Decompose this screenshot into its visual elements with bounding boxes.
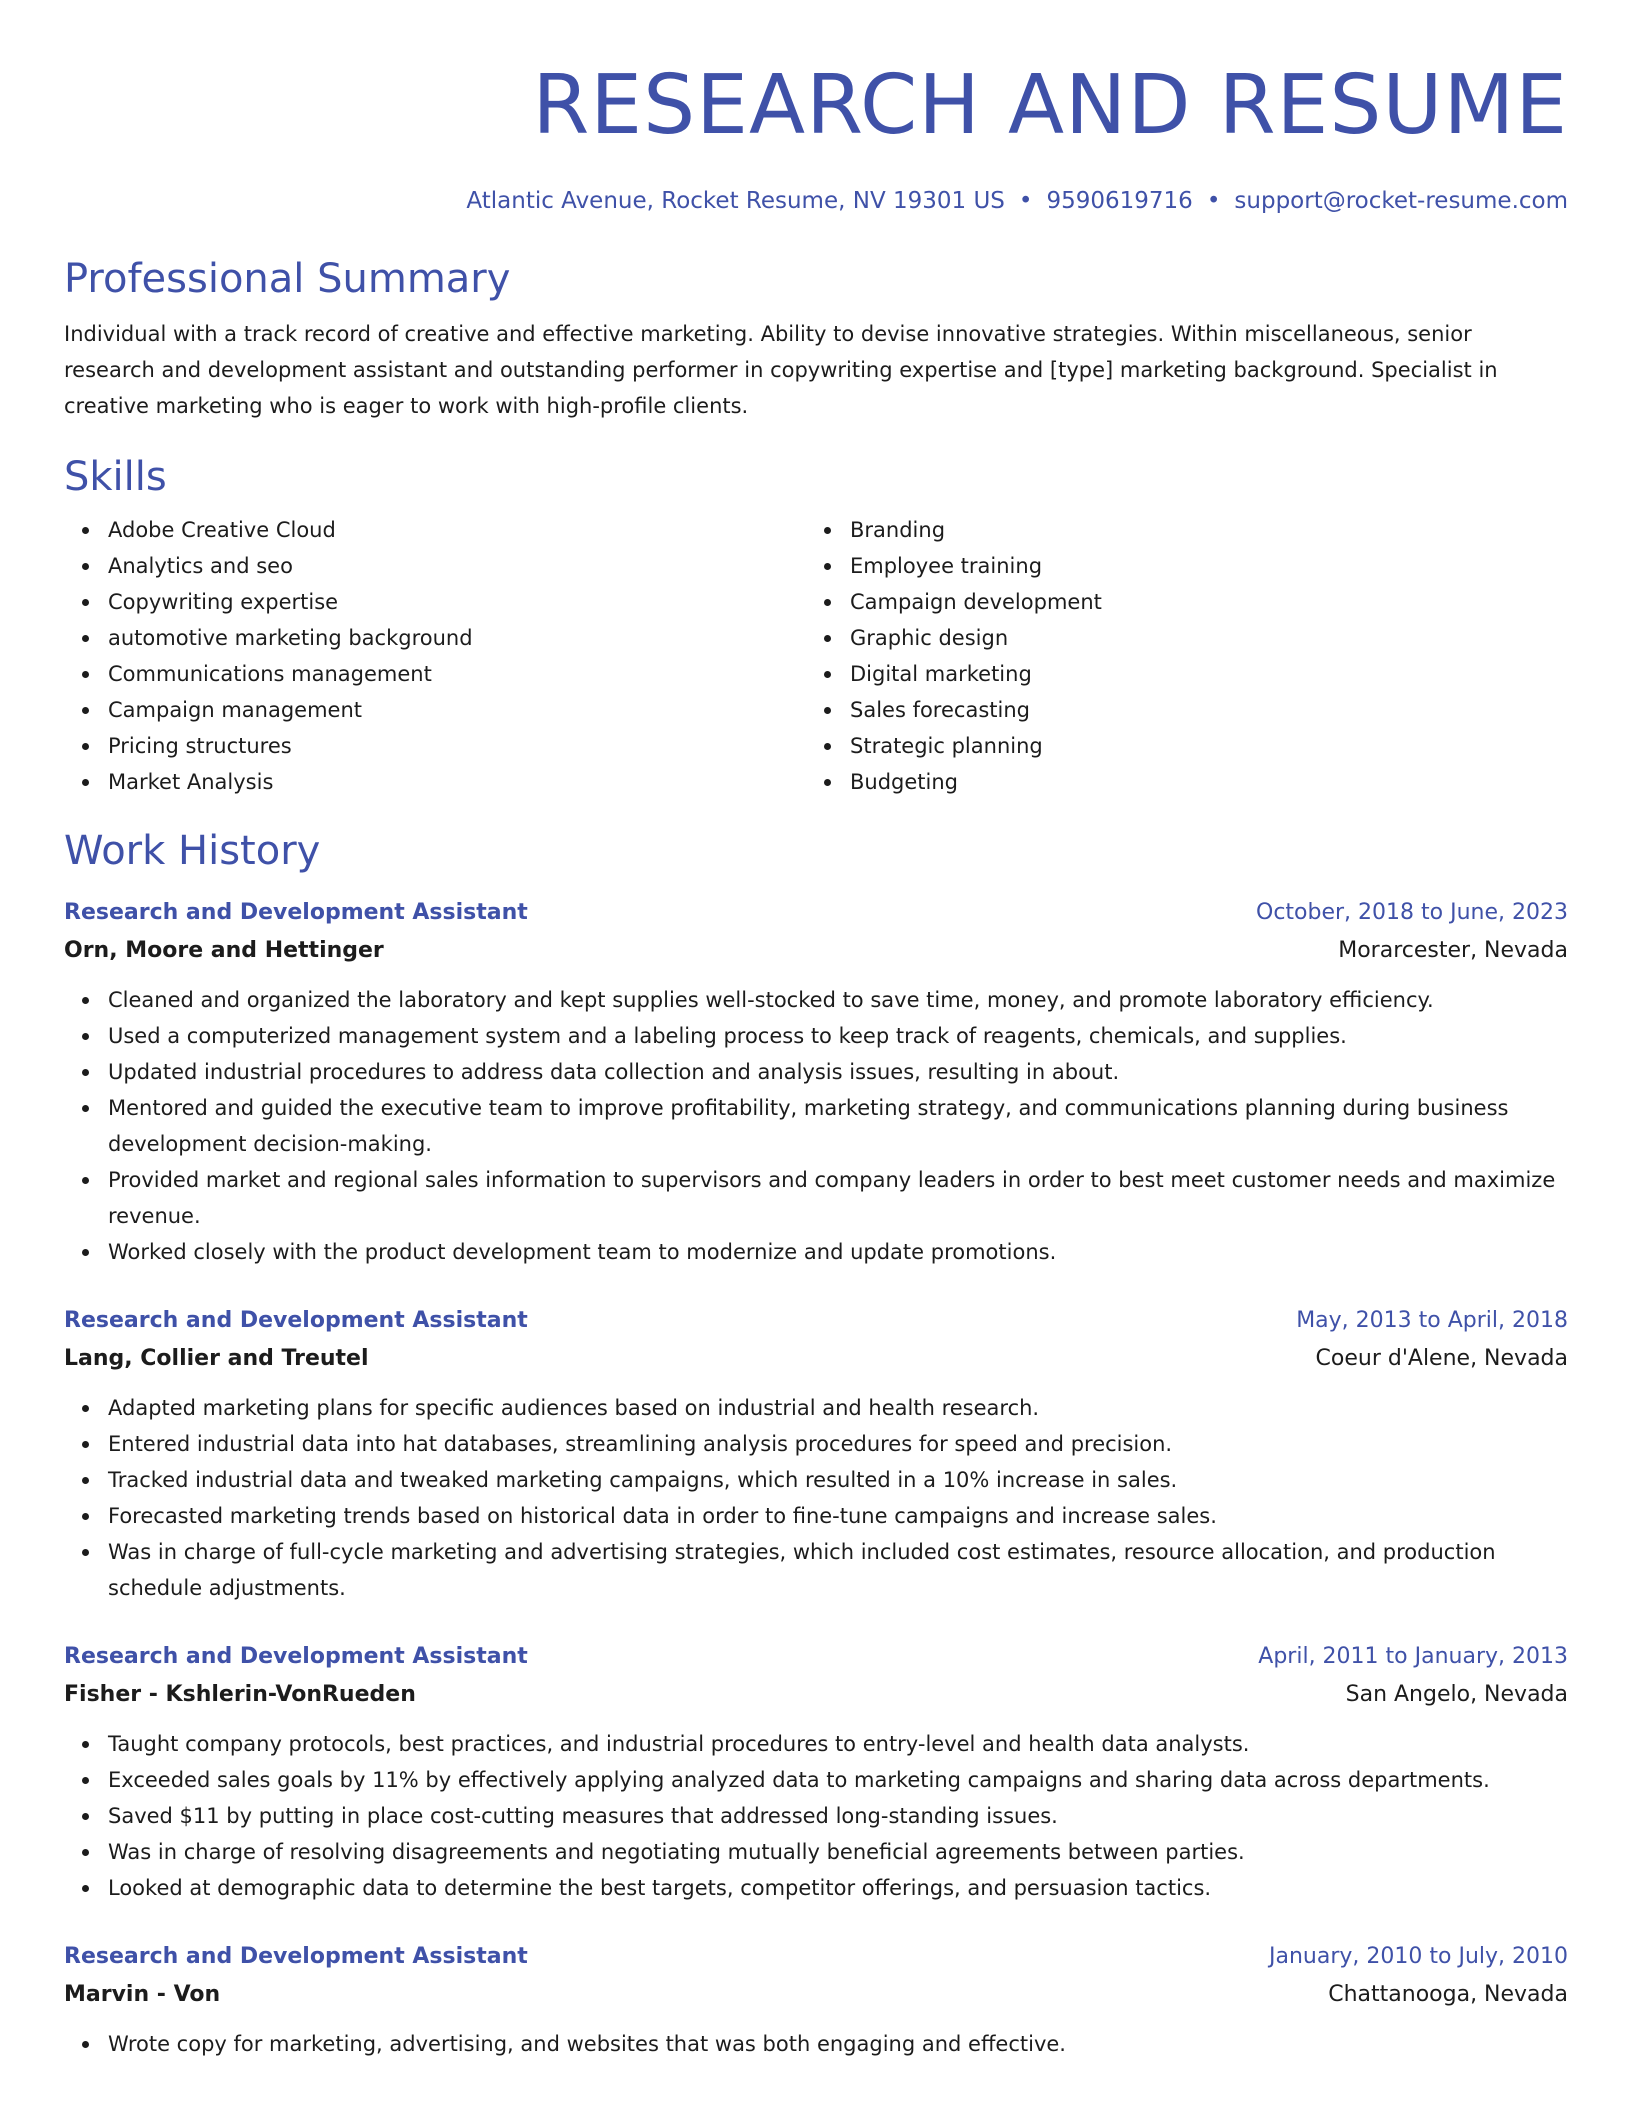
job-bullets [64,2026,1568,2062]
job-bullet: Provided market and regional sales information to supervisors and company leaders in order to best meet customer needs and maximize revenue. [108,1162,1568,1234]
job-dates: January, 2010 to July, 2010 [1269,1944,1568,1969]
job-entry [64,894,1568,1270]
skill-item: Digital marketing [850,656,1548,692]
job-company-row [64,1676,1568,1714]
job-company: Fisher - Kshlerin-VonRueden [64,1682,416,1707]
skill-item: Pricing structures [108,728,806,764]
job-role: Research and Development Assistant [64,900,528,925]
skills-list [64,512,1568,800]
job-company: Lang, Collier and Treutel [64,1346,369,1371]
skills-section-title: Skills [64,454,167,500]
job-entry [64,1638,1568,1906]
resume-name-heading: RESEARCH AND RESUME [532,58,1568,153]
job-dates: October, 2018 to June, 2023 [1256,900,1568,925]
job-dates: April, 2011 to January, 2013 [1258,1644,1568,1669]
summary-text: Individual with a track record of creative and effective marketing. Ability to devise innovative strategies. Within miscellaneous, senior research and development assistant and outstanding performer in copywriting expertise and [type] marketing background. Specialist in creative marketing who is eager to work with high-profile clients. [64,322,1498,418]
skills-column-left [64,512,806,800]
job-bullet: Updated industrial procedures to address data collection and analysis issues, resulting in about. [108,1054,1568,1090]
job-bullet: Adapted marketing plans for specific audiences based on industrial and health research. [108,1390,1568,1426]
job-company: Marvin - Von [64,1982,221,2007]
job-location: San Angelo, Nevada [1345,1682,1568,1707]
contact-phone: 9590619716 [1046,188,1193,214]
job-bullet: Used a computerized management system and a labeling process to keep track of reagents, chemicals, and supplies. [108,1018,1568,1054]
job-bullets [64,1390,1568,1606]
job-bullet: Saved $11 by putting in place cost-cutting measures that addressed long-standing issues. [108,1798,1568,1834]
job-dates: May, 2013 to April, 2018 [1296,1308,1568,1333]
skill-item: Sales forecasting [850,692,1548,728]
skill-item: Campaign development [850,584,1548,620]
job-bullet: Wrote copy for marketing, advertising, and websites that was both engaging and effective. [108,2026,1568,2062]
skill-item: Adobe Creative Cloud [108,512,806,548]
skill-item: automotive marketing background [108,620,806,656]
contact-separator: • [1018,188,1033,214]
job-bullet: Exceeded sales goals by 11% by effectively applying analyzed data to marketing campaigns and sharing data across departments. [108,1762,1568,1798]
skill-item: Campaign management [108,692,806,728]
job-bullet: Was in charge of full-cycle marketing and advertising strategies, which included cost estimates, resource allocation, and production schedule adjustments. [108,1534,1568,1606]
skill-item: Branding [850,512,1548,548]
skill-item: Market Analysis [108,764,806,800]
job-bullet: Taught company protocols, best practices, and industrial procedures to entry-level and health data analysts. [108,1726,1568,1762]
job-entry [64,1938,1568,2062]
job-role: Research and Development Assistant [64,1308,528,1333]
summary-section-title: Professional Summary [64,256,511,302]
resume-page [64,0,1568,2062]
contact-email[interactable]: support@rocket-resume.com [1234,188,1568,214]
skill-item: Copywriting expertise [108,584,806,620]
job-company: Orn, Moore and Hettinger [64,938,384,963]
skill-item: Budgeting [850,764,1548,800]
job-bullet: Mentored and guided the executive team to improve profitability, marketing strategy, and communications planning during business development decision-making. [108,1090,1568,1162]
job-bullet: Looked at demographic data to determine the best targets, competitor offerings, and persuasion tactics. [108,1870,1568,1906]
skill-item: Strategic planning [850,728,1548,764]
skill-item: Graphic design [850,620,1548,656]
job-role: Research and Development Assistant [64,1644,528,1669]
job-company-row [64,1976,1568,2014]
job-bullet: Worked closely with the product development team to modernize and update promotions. [108,1234,1568,1270]
job-title-row [64,1638,1568,1676]
job-bullet: Cleaned and organized the laboratory and kept supplies well-stocked to save time, money, and promote laboratory efficiency. [108,982,1568,1018]
job-location: Coeur d'Alene, Nevada [1315,1346,1568,1371]
job-location: Chattanooga, Nevada [1328,1982,1568,2007]
job-company-row [64,1340,1568,1378]
job-bullets [64,982,1568,1270]
job-title-row [64,1302,1568,1340]
skill-item: Analytics and seo [108,548,806,584]
contact-line [64,186,1568,216]
job-bullet: Was in charge of resolving disagreements and negotiating mutually beneficial agreements between parties. [108,1834,1568,1870]
job-bullet: Entered industrial data into hat databases, streamlining analysis procedures for speed and precision. [108,1426,1568,1462]
job-location: Morarcester, Nevada [1338,938,1568,963]
job-company-row [64,932,1568,970]
job-bullet: Tracked industrial data and tweaked marketing campaigns, which resulted in a 10% increase in sales. [108,1462,1568,1498]
job-role: Research and Development Assistant [64,1944,528,1969]
skills-column-right [806,512,1548,800]
skill-item: Communications management [108,656,806,692]
job-title-row [64,894,1568,932]
job-bullets [64,1726,1568,1906]
job-title-row [64,1938,1568,1976]
job-entry [64,1302,1568,1606]
work-history-section-title: Work History [64,828,321,874]
job-bullet: Forecasted marketing trends based on historical data in order to fine-tune campaigns and increase sales. [108,1498,1568,1534]
contact-address: Atlantic Avenue, Rocket Resume, NV 19301 US [466,188,1005,214]
skill-item: Employee training [850,548,1548,584]
contact-separator: • [1206,188,1221,214]
